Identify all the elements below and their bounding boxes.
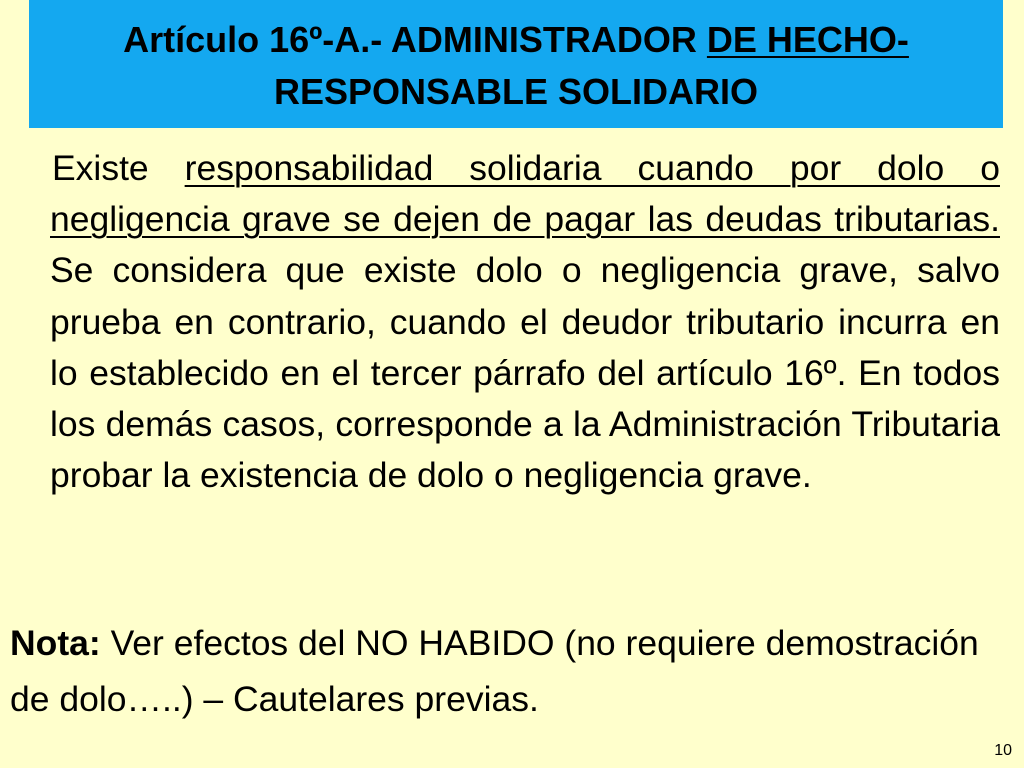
page-number: 10 bbox=[994, 742, 1012, 759]
note bbox=[10, 615, 1010, 727]
title-underlined: DE HECHO- bbox=[706, 19, 909, 60]
note-label: Nota: bbox=[10, 623, 101, 663]
title-banner bbox=[29, 0, 1003, 128]
title-line-1 bbox=[29, 20, 1003, 60]
body-paragraph bbox=[50, 143, 1000, 501]
body-underlined: responsabilidad solidaria cuando por dolo o negligencia grave se dejen de pagar las deudas tributarias. bbox=[50, 148, 1000, 240]
note-text: Ver efectos del NO HABIDO (no requiere demostración de dolo…..) – Cautelares previas. bbox=[10, 623, 979, 719]
title-line-2: RESPONSABLE SOLIDARIO bbox=[273, 71, 759, 112]
body-rest: Se considera que existe dolo o negligencia grave, salvo prueba en contrario, cuando el deudor tributario incurra en lo establecido en el tercer párrafo del artículo 16º. En todos los demás casos, corresponde a la Administración Tributaria probar la existencia de dolo o negligencia grave. bbox=[50, 250, 1000, 496]
title-prefix: Artículo 16º-A.- ADMINISTRADOR bbox=[123, 19, 707, 60]
body-start: Existe bbox=[52, 148, 185, 188]
